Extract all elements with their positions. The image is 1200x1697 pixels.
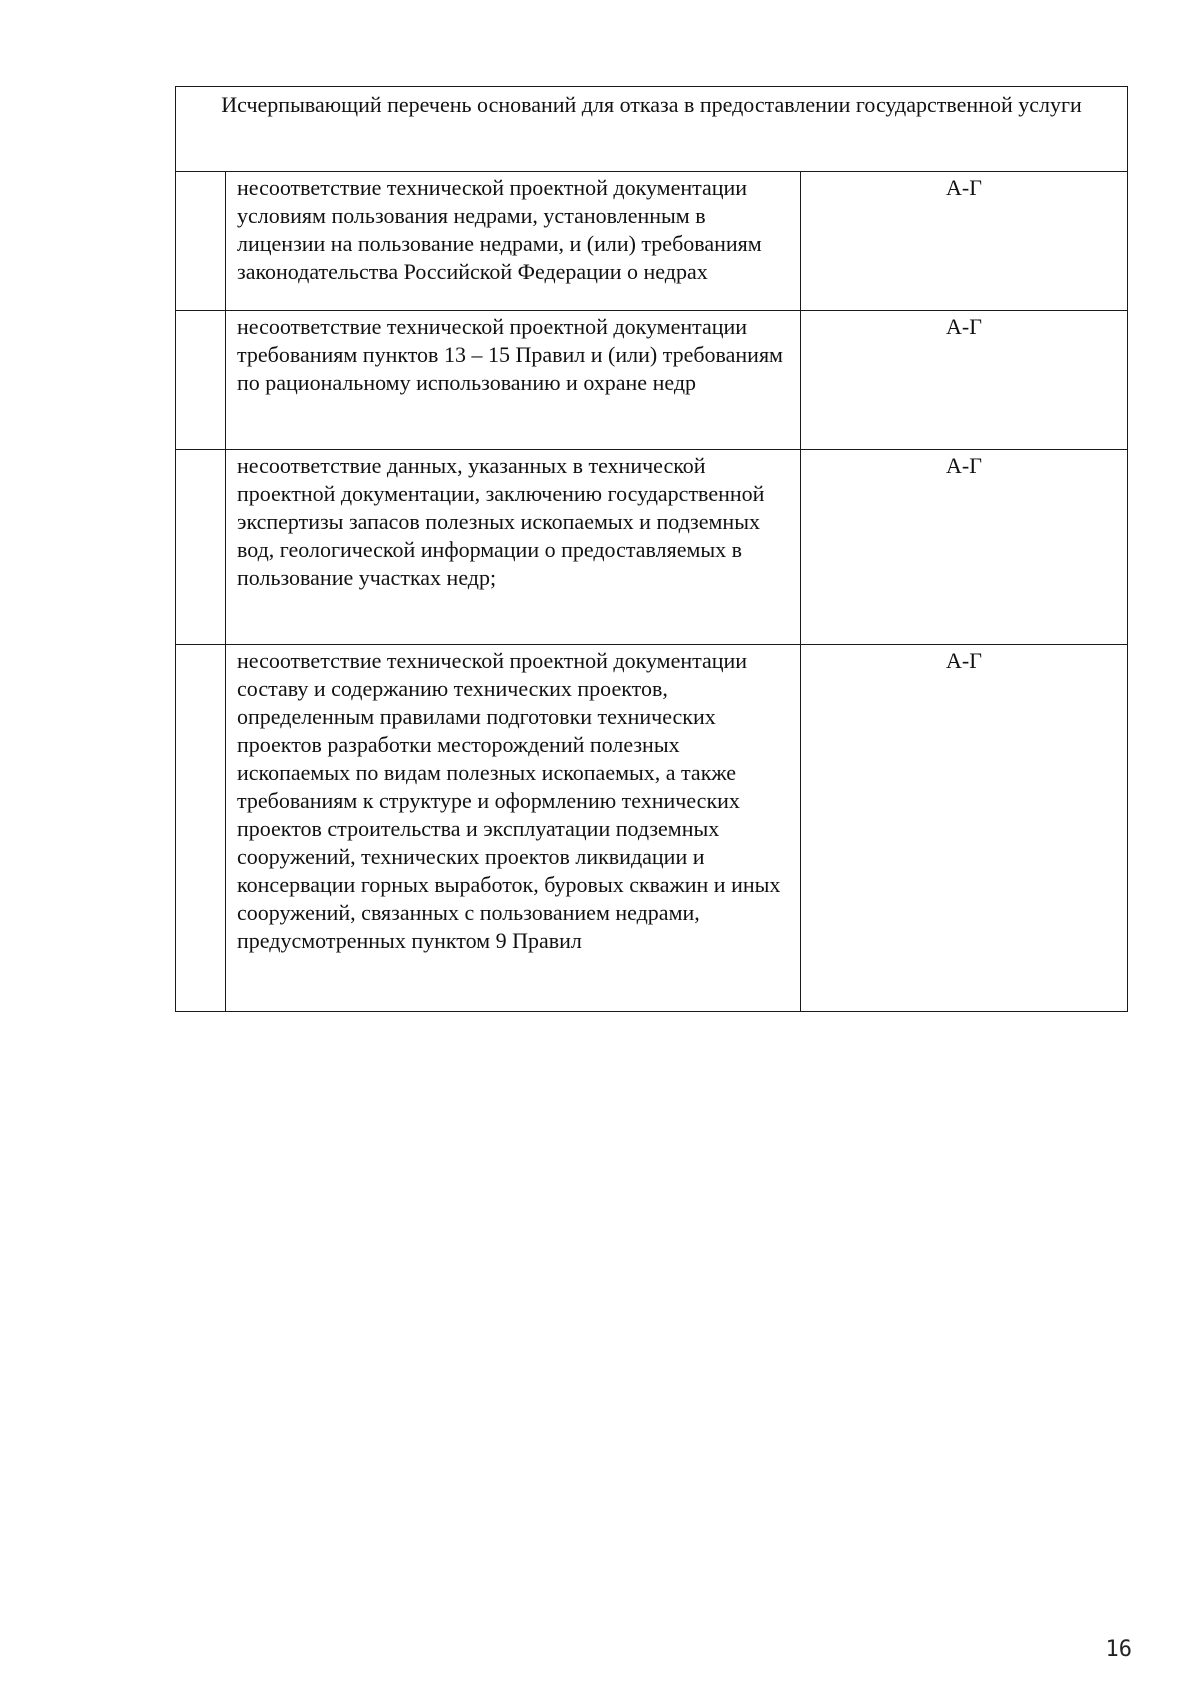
- row-number-cell: [176, 645, 226, 1012]
- row-reason-text: несоответствие данных, указанных в технической проектной документации, заключению государственной экспертизы запасов полезных ископаемых и подземных вод, геологической информации о предоставляемых в пользование участках недр;: [226, 450, 801, 645]
- row-code: А-Г: [801, 450, 1128, 645]
- page-number: 16: [1105, 1637, 1132, 1662]
- row-number-cell: [176, 172, 226, 311]
- refusal-grounds-table: [175, 86, 1128, 1012]
- table-header: Исчерпывающий перечень оснований для отказа в предоставлении государственной услуги: [176, 87, 1128, 172]
- table-row: [176, 645, 1128, 1012]
- row-reason-text: несоответствие технической проектной документации требованиям пунктов 13 – 15 Правил и (или) требованиям по рациональному использованию и охране недр: [226, 311, 801, 450]
- row-code: А-Г: [801, 172, 1128, 311]
- row-number-cell: [176, 311, 226, 450]
- row-reason-text: несоответствие технической проектной документации условиям пользования недрами, установленным в лицензии на пользование недрами, и (или) требованиям законодательства Российской Федерации о недрах: [226, 172, 801, 311]
- row-number-cell: [176, 450, 226, 645]
- table-row: [176, 450, 1128, 645]
- table-row: [176, 172, 1128, 311]
- row-code: А-Г: [801, 311, 1128, 450]
- row-reason-text: несоответствие технической проектной документации составу и содержанию технических проектов, определенным правилами подготовки технических проектов разработки месторождений полезных ископаемых по видам полезных ископаемых, а также требованиям к структуре и оформлению технических проектов строительства и эксплуатации подземных сооружений, технических проектов ликвидации и консервации горных выработок, буровых скважин и иных сооружений, связанных с пользованием недрами, предусмотренных пунктом 9 Правил: [226, 645, 801, 1012]
- table-header-row: [176, 87, 1128, 172]
- row-code: А-Г: [801, 645, 1128, 1012]
- table-row: [176, 311, 1128, 450]
